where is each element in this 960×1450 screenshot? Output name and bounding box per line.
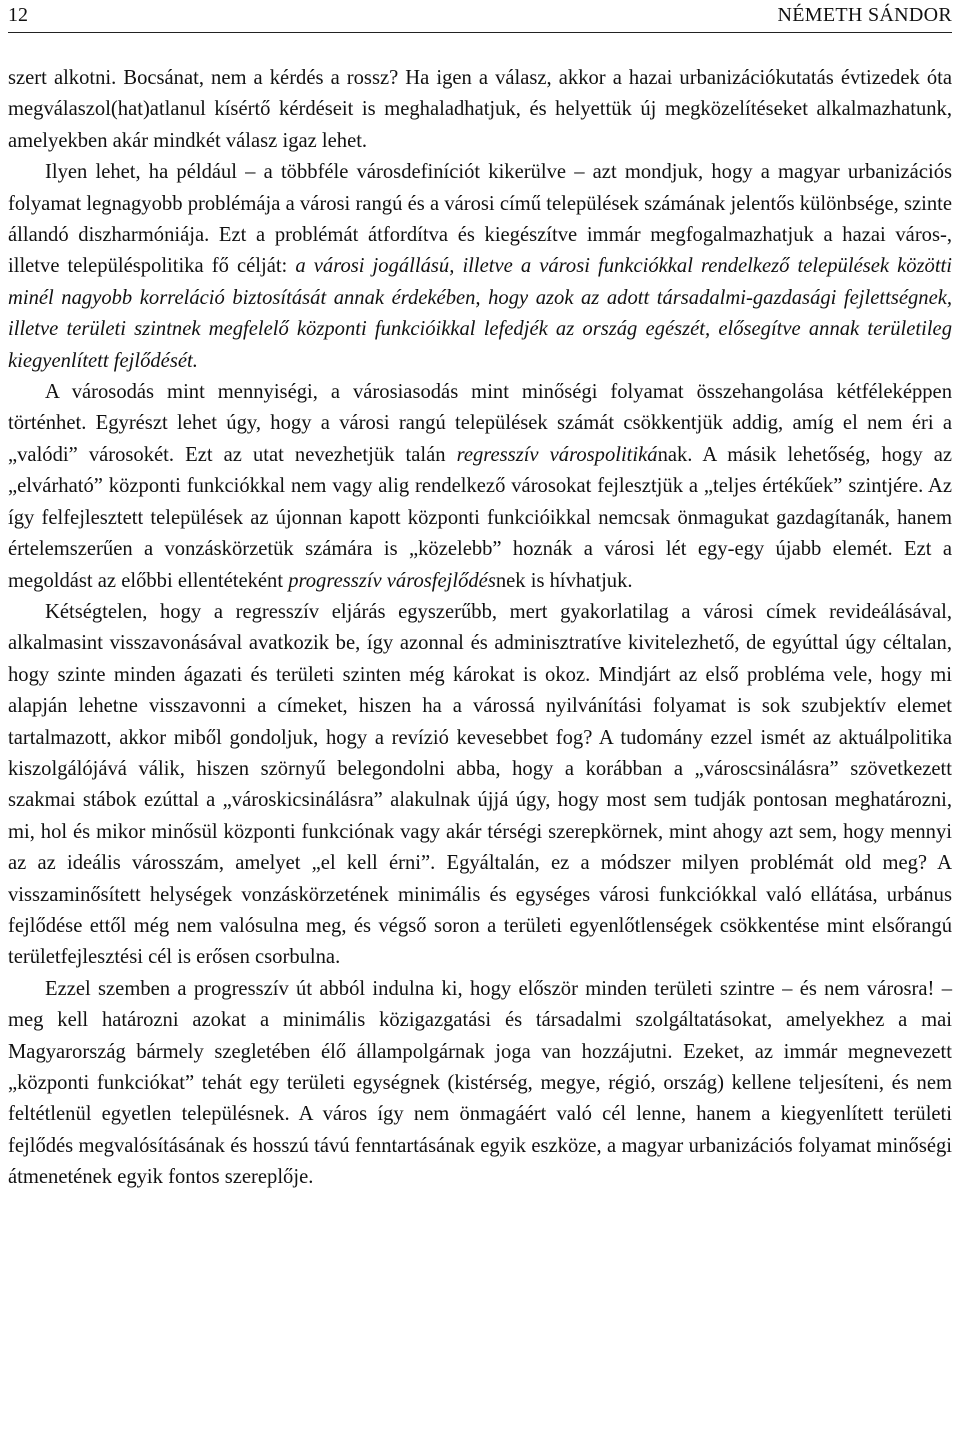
body-text <box>8 63 952 1194</box>
text-run: Ezzel szemben a progresszív út abból indulna ki, hogy először minden területi szintre – és nem városra! – meg kell határozni azokat a minimális közigazgatási és társadalmi szolgáltatásokat, amelyekhez a mai Magyarország bármely szegletében élő állampolgárnak joga van hozzájutni. Ezeket, az immár megnevezett „központi funkciókat” tehát egy területi egységnek (kistérség, megye, régió, ország) kellene teljesíteni, és nem feltétlenül egyetlen településnek. A város így nem önmagáért való cél lenne, hanem a kiegyenlített területi fejlődés megvalósításának és hosszú távú fenntartásának egyik eszköze, a magyar urbanizációs folyamat minőségi átmenetének egyik fontos szereplője. <box>8 977 952 1189</box>
italic-text: regresszív várospolitiká <box>456 443 658 466</box>
running-header <box>8 0 952 33</box>
paragraph <box>8 597 952 974</box>
paragraph <box>8 157 952 377</box>
italic-text: progresszív városfejlődés <box>288 569 496 592</box>
text-run: nek is hívhatjuk. <box>495 569 633 592</box>
running-author: NÉMETH SÁNDOR <box>777 4 952 26</box>
paragraph <box>8 377 952 597</box>
text-run: nak. A másik lehetőség, hogy az „elvárható” központi funkciókkal nem vagy alig rendelkező városokat fejlesztjük a „teljes értékűek” szintjére. Az így felfejlesztett települések az újonnan kapott központi funkcióikkal nemcsak önmagukat gazdagítanák, hanem értelemszerűen a vonzáskörzetük számára is „közelebb” hoznák a városi lét egy-egy újabb elemét. Ezt a megoldást az előbbi ellentéteként <box>8 443 953 592</box>
text-run: szert alkotni. Bocsánat, nem a kérdés a rossz? Ha igen a válasz, akkor a hazai urbanizációkutatás évtizedek óta megválaszol(hat)atlanul kísértő kérdéseit is meghaladhatjuk, és helyettük új megközelítéseket alkalmazhatunk, amelyekben akár mindkét válasz igaz lehet. <box>8 67 952 152</box>
text-run: A városodás mint mennyiségi, a városiasodás mint minőségi folyamat összehangolása kétféleképpen történhet. Egyrészt lehet úgy, hogy a városi rangú települések számát csökkentjük addig, amíg el nem éri a „valódi” városokét. Ezt az utat nevezhetjük talán <box>8 381 952 466</box>
paragraph <box>8 974 952 1194</box>
italic-text: a városi jogállású, illetve a városi funkciókkal rendelkező települések közötti minél nagyobb korreláció biztosítását annak érdekében, hogy azok az adott társadalmi-gazdasági fejlettségnek, illetve területi szintnek megfelelő központi funkcióikkal lefedjék az ország egészét, elősegítve annak területileg kiegyenlített fejlődését. <box>8 255 952 372</box>
page-number: 12 <box>8 4 28 26</box>
document-page <box>8 0 952 1194</box>
text-run: Ilyen lehet, ha például – a többféle városdefiníciót kikerülve – azt mondjuk, hogy a magyar urbanizációs folyamat legnagyobb problémája a városi rangú és a városi című települések számának jelentős különbsége, szinte állandó diszharmóniája. Ezt a problémát átfordítva és kiegészítve immár megfogalmazhatjuk a hazai város-, illetve településpolitika fő célját: <box>8 161 952 278</box>
paragraph <box>8 63 952 157</box>
text-run: Kétségtelen, hogy a regresszív eljárás egyszerűbb, mert gyakorlatilag a városi címek revideálásával, alkalmasint visszavonásával avatkozik be, így azonnal és adminisztratíve kivitelezhető, de egyúttal úgy céltalan, hogy szinte minden ágazati és területi szinten még károkat is okoz. Mindjárt az első probléma vele, hogy mi alapján lehetne visszavonni a címeket, hiszen ha a várossá nyilvánítási folyamat is sok szubjektív elemet tartalmazott, akkor miből gondoljuk, hogy a revízió kevesebbet fog? A tudomány ezzel ismét az aktuálpolitika kiszolgálójává válik, hiszen szörnyű belegondolni abba, hogy a korábban a „városcsinálásra” szövetkezett szakmai stábok ezúttal a „városkicsinálásra” alakulnak újjá úgy, hogy most sem tudják pontosan meghatározni, mi, hol és mikor minősül központi funkciónak vagy akár térségi szerepkörnek, mint ahogy azt sem, hogy mennyi az az ideális városszám, amelyet „el kell érni”. Egyáltalán, ez a módszer milyen problémát old meg? A visszaminősített helységek vonzáskörzetének minimális és egységes városi funkciókkal való ellátása, urbánus fejlődése ettől még nem valósulna meg, és végső soron a területi egyenlőtlenségek csökkentése mint elsőrangú területfejlesztési cél is erősen csorbulna. <box>8 600 952 969</box>
